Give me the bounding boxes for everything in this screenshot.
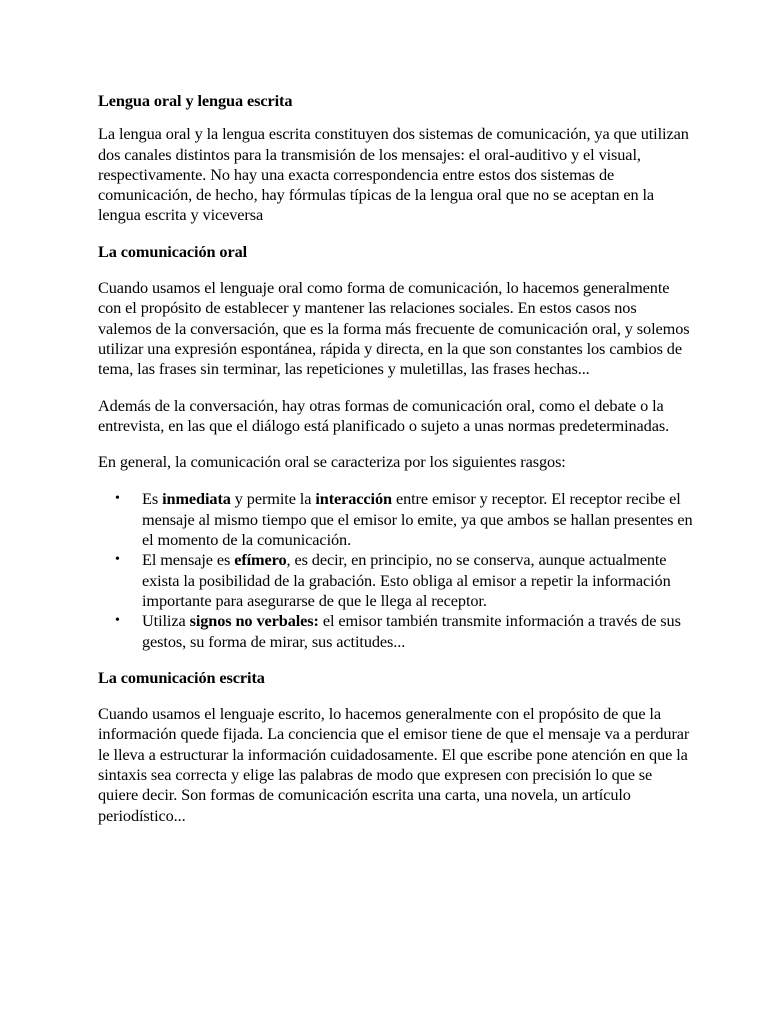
oral-paragraph-2: Además de la conversación, hay otras formas de comunicación oral, como el debate o la entrevista, en las que el diálogo está planificado o sujeto a unas normas predeterminadas. <box>98 395 670 435</box>
list-item <box>115 489 694 550</box>
list-item <box>115 550 694 611</box>
list-item-bold: interacción <box>315 489 392 509</box>
oral-paragraph-1: Cuando usamos el lenguaje oral como forma de comunicación, lo hacemos generalmente con el propósito de establecer y mantener las relaciones sociales. En estos casos nos valemos de la conversación, que es la forma más frecuente de comunicación oral, y solemos utilizar una expresión espontánea, rápida y directa, en la que son constantes los cambios de tema, las frases sin terminar, las repeticiones y muletillas, las frases hechas... <box>98 278 690 379</box>
list-item <box>115 611 694 652</box>
bullet-icon: • <box>115 552 120 568</box>
written-heading: La comunicación escrita <box>98 667 265 687</box>
list-item-text: el emisor también transmite información a través de sus gestos, su forma de mirar, sus actitudes... <box>142 611 681 651</box>
written-paragraph-1: Cuando usamos el lenguaje escrito, lo hacemos generalmente con el propósito de que la información quede fijada. La conciencia que el emisor tiene de que el mensaje va a perdurar le lleva a estructurar la información cuidadosamente. El que escribe pone atención en que la sintaxis sea correcta y elige las palabras de modo que expresen con precisión lo que se quiere decir. Son formas de comunicación escrita una carta, una novela, un artículo periodístico... <box>98 704 690 825</box>
intro-paragraph: La lengua oral y la lengua escrita constituyen dos sistemas de comunicación, ya que utilizan dos canales distintos para la transmisión de los mensajes: el oral-auditivo y el visual, respectivamente. No hay una exacta correspondencia entre estos dos sistemas de comunicación, de hecho, hay fórmulas típicas de la lengua oral que no se aceptan en la lengua escrita y viceversa <box>98 124 689 225</box>
list-item-text: El mensaje es <box>142 550 235 570</box>
list-item-text: entre emisor y receptor. El receptor recibe el mensaje al mismo tiempo que el emisor lo emite, ya que ambos se hallan presentes en el momento de la comunicación. <box>142 489 693 550</box>
list-item-bold: efímero <box>234 550 287 570</box>
list-item-bold: signos no verbales: <box>189 611 319 631</box>
oral-paragraph-3: En general, la comunicación oral se caracteriza por los siguientes rasgos: <box>98 452 566 472</box>
oral-heading: La comunicación oral <box>98 241 248 261</box>
list-item-text: y permite la <box>230 489 316 509</box>
list-item-text: Es <box>142 489 163 509</box>
bullet-icon: • <box>115 491 120 507</box>
document-page <box>98 91 694 826</box>
list-item-text: Utiliza <box>142 611 190 631</box>
list-item-bold: inmediata <box>162 489 231 509</box>
bullet-icon: • <box>115 613 120 629</box>
document-title: Lengua oral y lengua escrita <box>98 91 293 110</box>
list-item-text: , es decir, en principio, no se conserva, aunque actualmente exista la posibilidad de la grabación. Esto obliga al emisor a repetir la información importante para asegurarse de que le llega al receptor. <box>142 550 671 610</box>
traits-list <box>98 489 694 651</box>
